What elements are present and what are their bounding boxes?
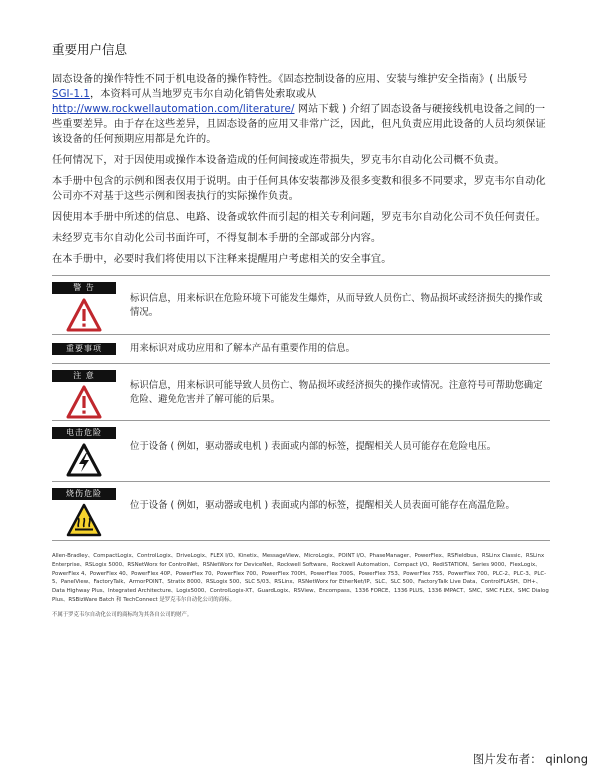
document-body: [52, 40, 550, 273]
shock-hazard-text: 位于设备 ( 例如，驱动器或电机 ) 表面或内部的标签，提醒相关人员可能存在危险电压。: [130, 441, 497, 452]
shock-hazard-tag: 电击危险: [52, 427, 116, 439]
warning-text: 标识信息，用来标识在危险环境下可能发生爆炸，从而导致人员伤亡、物品损坏或经济损失的操作或情况。: [130, 293, 543, 318]
paragraph-notes-intro: 在本手册中，必要时我们将使用以下注释来提醒用户考虑相关的安全事宜。: [52, 254, 392, 265]
notice-burn-hazard: [52, 481, 550, 541]
attention-text: 标识信息，用来标识可能导致人员伤亡、物品损坏或经济损失的操作或情况。注意符号可帮助您确定危险、避免危害并了解可能的后果。: [130, 380, 543, 405]
paragraph-intro: 固态设备的操作特性不同于机电设备的操作特性。《固态控制设备的应用、安装与维护安全指南》( 出版号 SGI-1.1，本资料可从当地罗克韦尔自动化销售处索取或从 http://www.rockwellautomation.com/literature/ 网站下载 ) 介绍了固态设备与硬接线机电设备之间的一些重要差异。由于存在这些差异，且固态设备的应用又非常广泛，因此，但凡负责应用此设备的人员均须保证该设备的任何预期应用都是允许的。: [52, 74, 546, 145]
paragraph-examples: 本手册中包含的示例和图表仅用于说明。由于任何具体安装都涉及很多变数和很多不同要求，罗克韦尔自动化公司亦不对基于这些示例和图表执行的实际操作负责。: [52, 176, 546, 202]
warning-triangle-icon: [66, 298, 102, 332]
electric-shock-icon: [66, 443, 102, 477]
safety-notice-table: [52, 275, 550, 541]
notice-attention: [52, 363, 550, 420]
publisher-watermark: 图片发布者： qinlong: [472, 752, 588, 766]
attention-triangle-icon: [66, 385, 102, 419]
attention-tag: 注 意: [52, 370, 116, 382]
important-text: 用来标识对成功应用和了解本产品有重要作用的信息。: [130, 343, 356, 354]
burn-hazard-text: 位于设备 ( 例如，驱动器或电机 ) 表面或内部的标签，提醒相关人员表面可能存在高温危险。: [130, 500, 515, 511]
warning-tag: 警 告: [52, 282, 116, 294]
page-title: 重要用户信息: [52, 42, 128, 57]
notice-important: [52, 334, 550, 363]
sgi-link[interactable]: SGI-1.1: [52, 89, 90, 100]
literature-link[interactable]: http://www.rockwellautomation.com/literature/: [52, 104, 295, 115]
hot-surface-icon: [66, 503, 102, 537]
important-tag: 重要事项: [52, 343, 116, 355]
paragraph-patent: 因使用本手册中所述的信息、电路、设备或软件而引起的相关专利问题，罗克韦尔自动化公司不负任何责任。: [52, 212, 546, 223]
burn-hazard-tag: 烧伤危险: [52, 488, 116, 500]
paragraph-copyright: 未经罗克韦尔自动化公司书面许可，不得复制本手册的全部或部分内容。: [52, 233, 382, 244]
paragraph-liability: 任何情况下，对于因使用或操作本设备造成的任何间接或连带损失，罗克韦尔自动化公司概不负责。: [52, 155, 505, 166]
other-trademarks-note: 不属于罗克韦尔自动化公司的商标均为其各自公司的财产。: [52, 612, 193, 618]
notice-warning: [52, 275, 550, 334]
trademark-list: Allen-Bradley、CompactLogix、ControlLogix、DriveLogix、FLEX I/O、Kinetix、MessageView、MicroLogix、POINT I/O、PhaseManager、PowerFlex、RSFieldbus、RSLinx Classic、RSLinx Enterprise、RSLogix 5000、RSNetWorx for ControlNet、RSNetWorx for DeviceNet、Rockwell Software、Rockwell Automation、Compact I/O、RediSTATION、Series 9000、FlexLogix、PowerFlex 4、PowerFlex 40、PowerFlex 40P、PowerFlex 70、PowerFlex 700、PowerFlex 700H、PowerFlex 700S、PowerFlex 753、PowerFlex 755、PowerFlex 700、PLC-2、PLC-3、PLC-5、PanelView、FactoryTalk、ArmorPOINT、Stratix 8000、RSLogix 500、SLC 5/03、RSLinx、RSNetWorx for EtherNet/IP、SLC、SLC 500、FactoryTalk Live Data、ControlFLASH、DH+、Data Highway Plus、Integrated Architecture、Logix5000、ControlLogix-XT、GuardLogix、RSView、Encompass、1336 FORCE、1336 PLUS、1336 IMPACT、SMC、SMC FLEX、SMC Dialog Plus、RSBizWare Batch 和 TechConnect 是罗克韦尔自动化公司的商标。: [52, 553, 549, 603]
notice-shock-hazard: [52, 420, 550, 481]
